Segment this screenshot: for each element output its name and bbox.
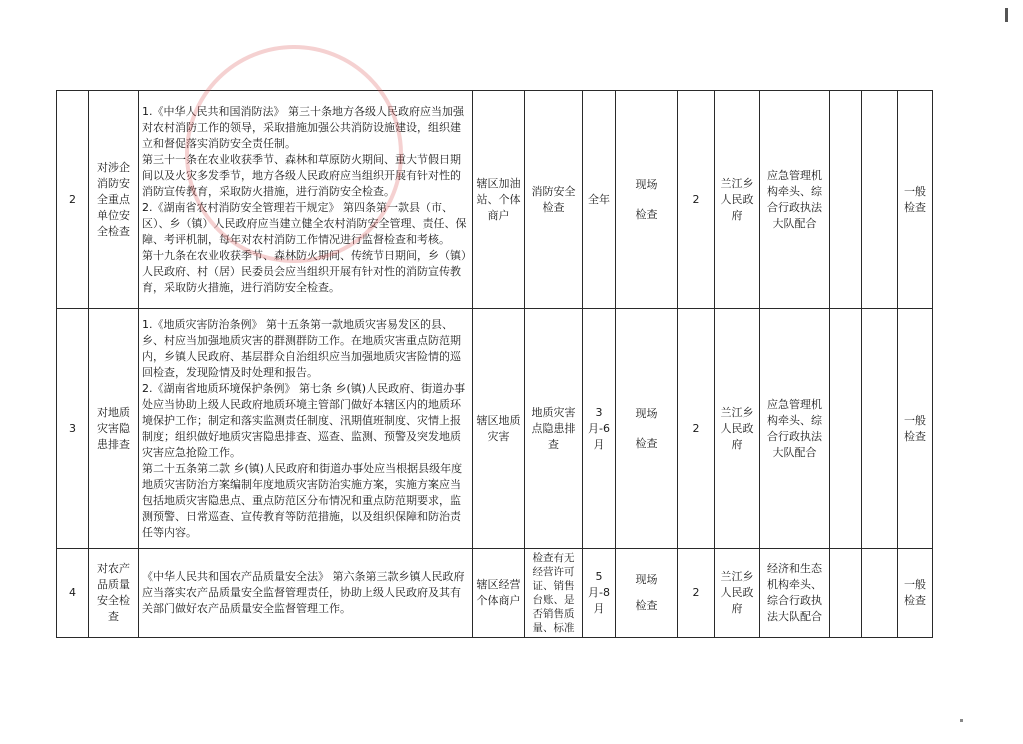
method-line: 检查 <box>635 436 658 450</box>
basis-paragraph: 2.《湖南省地质环境保护条例》 第七条 乡(镇)人民政府、街道办事处应当协助上级人民政府地质环境主管部门做好本辖区内的地质环境保护工作；制定和落实监测责任制度、汛期值班制度、灾情上报制度；组织做好地质灾害隐患排查、巡查、监测、预警及突发地质灾害应急抢险工作。 <box>142 381 466 459</box>
inspection-item: 对涉企消防安全重点单位安全检查 <box>89 91 139 309</box>
basis-paragraph: 第十九条在农业收获季节、森林防火期间、传统节日期间，乡（镇）人民政府、村（居）民委员会应当组织开展有针对性的消防宣传教育，采取防火措施，进行消防安全检查。 <box>142 248 467 294</box>
inspection-count: 2 <box>678 309 715 549</box>
basis-paragraph: 第二十五条第二款 乡(镇)人民政府和街道办事处应当根据县级年度地质灾害防治方案编制年度地质灾害防治实施方案，实施方案应当包括地质灾害隐患点、重点防范区分布情况和重点防范期要求，监测预警、日常巡查、宣传教育等防范措施，以及组织保障和防治责任等内容。 <box>142 461 463 539</box>
level-line: 一般 <box>904 184 926 198</box>
empty-cell <box>862 549 898 638</box>
inspection-object: 辖区经营个体商户 <box>473 549 525 638</box>
inspection-count: 2 <box>678 549 715 638</box>
empty-cell <box>862 309 898 549</box>
inspection-method <box>616 549 678 638</box>
table-row <box>57 309 933 549</box>
basis-paragraph: 2.《湖南省农村消防安全管理若干规定》 第四条第一款县（市、区）、乡（镇）人民政府应当建立健全农村消防安全管理、责任、保障、考评机制，每年对农村消防工作情况进行监督检查和考核。 <box>142 200 467 246</box>
table-row <box>57 91 933 309</box>
scan-edge-mark <box>1005 8 1008 22</box>
empty-cell <box>862 91 898 309</box>
inspection-object: 辖区地质灾害 <box>473 309 525 549</box>
method-line: 检查 <box>635 207 658 221</box>
inspection-time: 全年 <box>583 91 616 309</box>
inspection-content: 检查有无经营许可证、销售台账、是否销售质量、标准 <box>525 549 583 638</box>
inspection-method <box>616 309 678 549</box>
basis-paragraph: 1.《中华人民共和国消防法》 第三十条地方各级人民政府应当加强对农村消防工作的领导，采取措施加强公共消防设施建设，组织建立和督促落实消防安全责任制。 <box>142 104 464 150</box>
level-line: 检查 <box>904 429 926 443</box>
level-line: 一般 <box>904 413 926 427</box>
method-line: 现场 <box>635 573 658 586</box>
method-line: 现场 <box>635 406 658 420</box>
empty-cell <box>830 309 862 549</box>
responsible-dept: 应急管理机构牵头、综合行政执法大队配合 <box>760 309 830 549</box>
inspection-content: 消防安全检查 <box>525 91 583 309</box>
level-line: 检查 <box>904 200 926 214</box>
inspection-content: 地质灾害点隐患排查 <box>525 309 583 549</box>
legal-basis <box>139 91 473 309</box>
table-row <box>57 549 933 638</box>
empty-cell <box>830 91 862 309</box>
basis-paragraph: 第三十一条在农业收获季节、森林和草原防火期间、重大节假日期间以及火灾多发季节，地方各级人民政府应当组织开展有针对性的消防宣传教育，采取防火措施，进行消防安全检查。 <box>142 152 461 198</box>
row-number: 3 <box>57 309 89 549</box>
inspection-level <box>898 549 933 638</box>
legal-basis <box>139 309 473 549</box>
method-line: 检查 <box>635 599 658 612</box>
inspection-object: 辖区加油站、个体商户 <box>473 91 525 309</box>
inspection-time: 5月-8月 <box>583 549 616 638</box>
inspection-subject: 兰江乡人民政府 <box>715 309 760 549</box>
inspection-subject: 兰江乡人民政府 <box>715 91 760 309</box>
responsible-dept: 应急管理机构牵头、综合行政执法大队配合 <box>760 91 830 309</box>
method-line: 现场 <box>635 177 658 191</box>
responsible-dept: 经济和生态机构牵头、综合行政执法大队配合 <box>760 549 830 638</box>
level-line: 检查 <box>904 594 926 607</box>
empty-cell <box>830 549 862 638</box>
level-line: 一般 <box>904 578 926 591</box>
row-number: 4 <box>57 549 89 638</box>
inspection-item: 对农产品质量安全检查 <box>89 549 139 638</box>
inspection-method <box>616 91 678 309</box>
scan-speck <box>960 719 963 722</box>
inspection-level <box>898 309 933 549</box>
legal-basis <box>139 549 473 638</box>
inspection-item: 对地质灾害隐患排查 <box>89 309 139 549</box>
basis-paragraph: 《中华人民共和国农产品质量安全法》 第六条第三款乡镇人民政府应当落实农产品质量安全监督管理责任，协助上级人民政府及其有关部门做好农产品质量安全监督管理工作。 <box>142 570 465 615</box>
row-number: 2 <box>57 91 89 309</box>
basis-paragraph: 1.《地质灾害防治条例》 第十五条第一款地质灾害易发区的县、乡、村应当加强地质灾害的群测群防工作。在地质灾害重点防范期内，乡镇人民政府、基层群众自治组织应当加强地质灾害险情的巡回检查，发现险情及时处理和报告。 <box>142 317 461 379</box>
inspection-table <box>56 90 933 638</box>
inspection-level <box>898 91 933 309</box>
inspection-count: 2 <box>678 91 715 309</box>
inspection-subject: 兰江乡人民政府 <box>715 549 760 638</box>
inspection-time: 3月-6月 <box>583 309 616 549</box>
